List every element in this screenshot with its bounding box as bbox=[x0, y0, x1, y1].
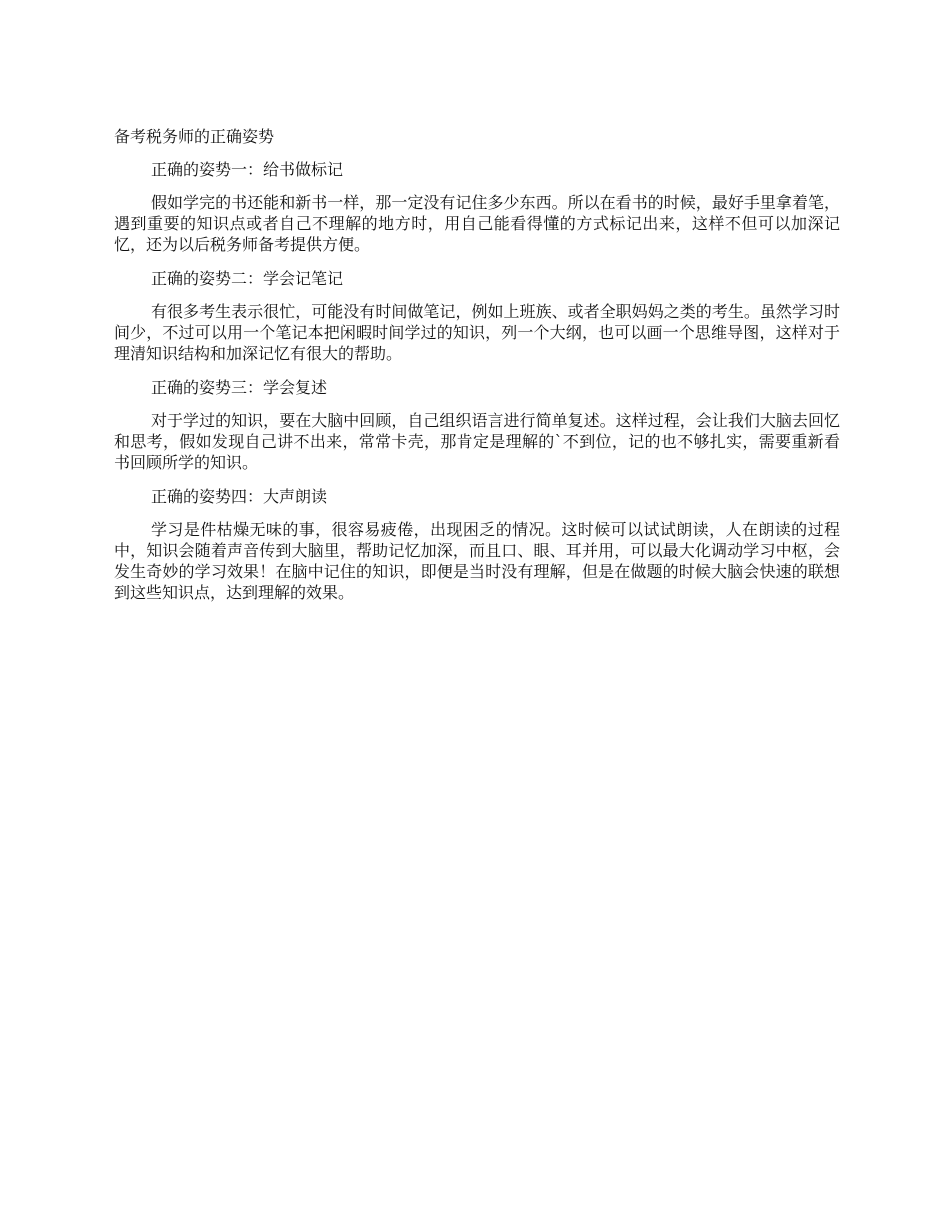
section-body-3: 对于学过的知识，要在大脑中回顾，自己组织语言进行简单复述。这样过程，会让我们大脑去回忆和思考，假如发现自己讲不出来，常常卡壳，那肯定是理解的`不到位，记的也不够扎实，需要重新看书回顾所学的知识。 bbox=[114, 411, 840, 472]
section-heading-4: 正确的姿势四：大声朗读 bbox=[151, 487, 328, 506]
section-heading-3: 正确的姿势三：学会复述 bbox=[151, 378, 328, 397]
section-heading-1: 正确的姿势一：给书做标记 bbox=[151, 160, 344, 179]
section-body-1: 假如学完的书还能和新书一样，那一定没有记住多少东西。所以在看书的时候，最好手里拿着笔，遇到重要的知识点或者自己不理解的地方时，用自己能看得懂的方式标记出来，这样不但可以加深记忆，还为以后税务师备考提供方便。 bbox=[114, 193, 840, 254]
document-page bbox=[114, 126, 840, 616]
section-body-4: 学习是件枯燥无味的事，很容易疲倦，出现困乏的情况。这时候可以试试朗读，人在朗读的过程中，知识会随着声音传到大脑里，帮助记忆加深，而且口、眼、耳并用，可以最大化调动学习中枢，会发生奇妙的学习效果！在脑中记住的知识，即便是当时没有理解，但是在做题的时候大脑会快速的联想到这些知识点，达到理解的效果。 bbox=[114, 520, 840, 602]
section-heading-2: 正确的姿势二：学会记笔记 bbox=[151, 269, 344, 288]
document-title: 备考税务师的正确姿势 bbox=[114, 127, 275, 146]
section-body-2: 有很多考生表示很忙，可能没有时间做笔记，例如上班族、或者全职妈妈之类的考生。虽然学习时间少，不过可以用一个笔记本把闲暇时间学过的知识，列一个大纲，也可以画一个思维导图，这样对于理清知识结构和加深记忆有很大的帮助。 bbox=[114, 302, 840, 363]
